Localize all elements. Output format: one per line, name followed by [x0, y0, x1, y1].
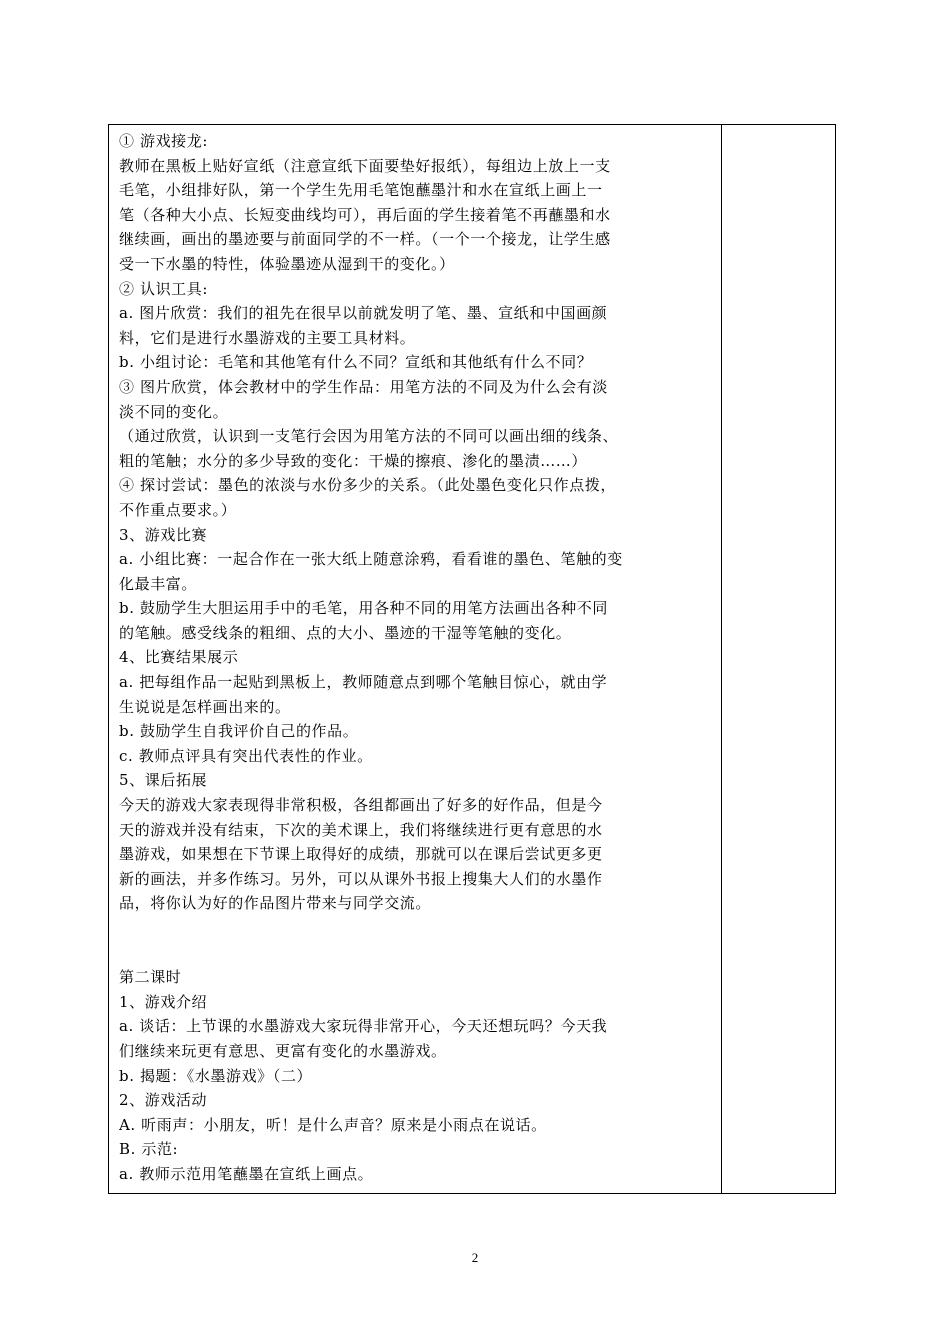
lesson-content-cell [109, 125, 721, 1193]
text-line: 继续画，画出的墨迹要与前面同学的不一样。（一个一个接龙，让学生感 [119, 230, 611, 249]
blank-line [119, 941, 713, 966]
page-number: 2 [471, 1250, 479, 1265]
text-line: A. 听雨声：小朋友，听！是什么声音？原来是小雨点在说话。 [119, 1115, 547, 1134]
text-line: a. 图片欣赏：我们的祖先在很早以前就发明了笔、墨、宣纸和中国画颜 [119, 304, 608, 323]
text-line: 的笔触。感受线条的粗细、点的大小、墨迹的干湿等笔触的变化。 [119, 623, 572, 642]
text-line: 料，它们是进行水墨游戏的主要工具材料。 [119, 328, 416, 347]
notes-cell [722, 125, 835, 1193]
text-line: b. 鼓励学生大胆运用手中的毛笔，用各种不同的用笔方法画出各种不同 [119, 599, 608, 618]
text-line: a. 教师示范用笔蘸墨在宣纸上画点。 [119, 1164, 374, 1183]
blank-line [119, 916, 713, 941]
section-heading: 5、课后拓展 [119, 771, 208, 790]
text-line: ④ 探讨尝试：墨色的浓淡与水份多少的关系。（此处墨色变化只作点拨， [119, 476, 617, 495]
section-heading: 2、游戏活动 [119, 1091, 208, 1110]
text-line: 受一下水墨的特性，体验墨迹从湿到干的变化。） [119, 254, 455, 273]
text-line: 今天的游戏大家表现得非常积极，各组都画出了好多的好作品，但是今 [119, 796, 603, 815]
text-line: ③ 图片欣赏，体会教材中的学生作品：用笔方法的不同及为什么会有淡 [119, 377, 608, 396]
text-line: （通过欣赏，认识到一支笔行会因为用笔方法的不同可以画出细的线条、 [119, 427, 619, 446]
text-line: 品，将你认为好的作品图片带来与同学交流。 [119, 894, 432, 913]
text-line: 新的画法，并多作练习。另外，可以从课外书报上搜集大人们的水墨作 [119, 869, 603, 888]
section-heading: 3、游戏比赛 [119, 525, 208, 544]
section-heading: 1、游戏介绍 [119, 992, 208, 1011]
text-line: 生说说是怎样画出来的。 [119, 697, 291, 716]
text-line: 天的游戏并没有结束，下次的美术课上，我们将继续进行更有意思的水 [119, 820, 603, 839]
text-line: b. 鼓励学生自我评价自己的作品。 [119, 722, 359, 741]
text-line: ① 游戏接龙: [119, 132, 209, 150]
text-line: ② 认识工具: [119, 279, 209, 298]
text-line: a. 把每组作品一起贴到黑板上，教师随意点到哪个笔触目惊心，就由学 [119, 673, 608, 692]
text-line: 不作重点要求。） [119, 500, 237, 519]
text-line: 淡不同的变化。 [119, 402, 229, 421]
text-line: a. 小组比赛：一起合作在一张大纸上随意涂鸦，看看谁的墨色、笔触的变 [119, 550, 623, 569]
text-line: 墨游戏，如果想在下节课上取得好的成绩，那就可以在课后尝试更多更 [119, 845, 603, 864]
lesson-heading: 第二课时 [119, 968, 182, 987]
text-line: 们继续来玩更有意思、更富有变化的水墨游戏。 [119, 1041, 447, 1060]
text-line: 毛笔，小组排好队，第一个学生先用毛笔饱蘸墨汁和水在宣纸上画上一 [119, 181, 603, 200]
text-line: 笔（各种大小点、长短变曲线均可），再后面的学生接着笔不再蘸墨和水 [119, 205, 611, 224]
text-line: 化最丰富。 [119, 574, 198, 593]
text-line: b. 小组讨论：毛笔和其他笔有什么不同？宣纸和其他纸有什么不同？ [119, 353, 593, 372]
text-line: 教师在黑板上贴好宣纸（注意宣纸下面要垫好报纸），每组边上放上一支 [119, 156, 611, 175]
text-line: b. 揭题：《水墨游戏》（二） [119, 1066, 313, 1085]
text-line: B. 示范: [119, 1140, 179, 1159]
text-line: 粗的笔触；水分的多少导致的变化：干燥的擦痕、渗化的墨渍……） [119, 451, 588, 470]
lesson-plan-table [108, 124, 836, 1194]
text-line: c. 教师点评具有突出代表性的作业。 [119, 746, 373, 765]
text-line: a. 谈话：上节课的水墨游戏大家玩得非常开心，今天还想玩吗？今天我 [119, 1017, 608, 1036]
section-heading: 4、比赛结果展示 [119, 648, 239, 667]
